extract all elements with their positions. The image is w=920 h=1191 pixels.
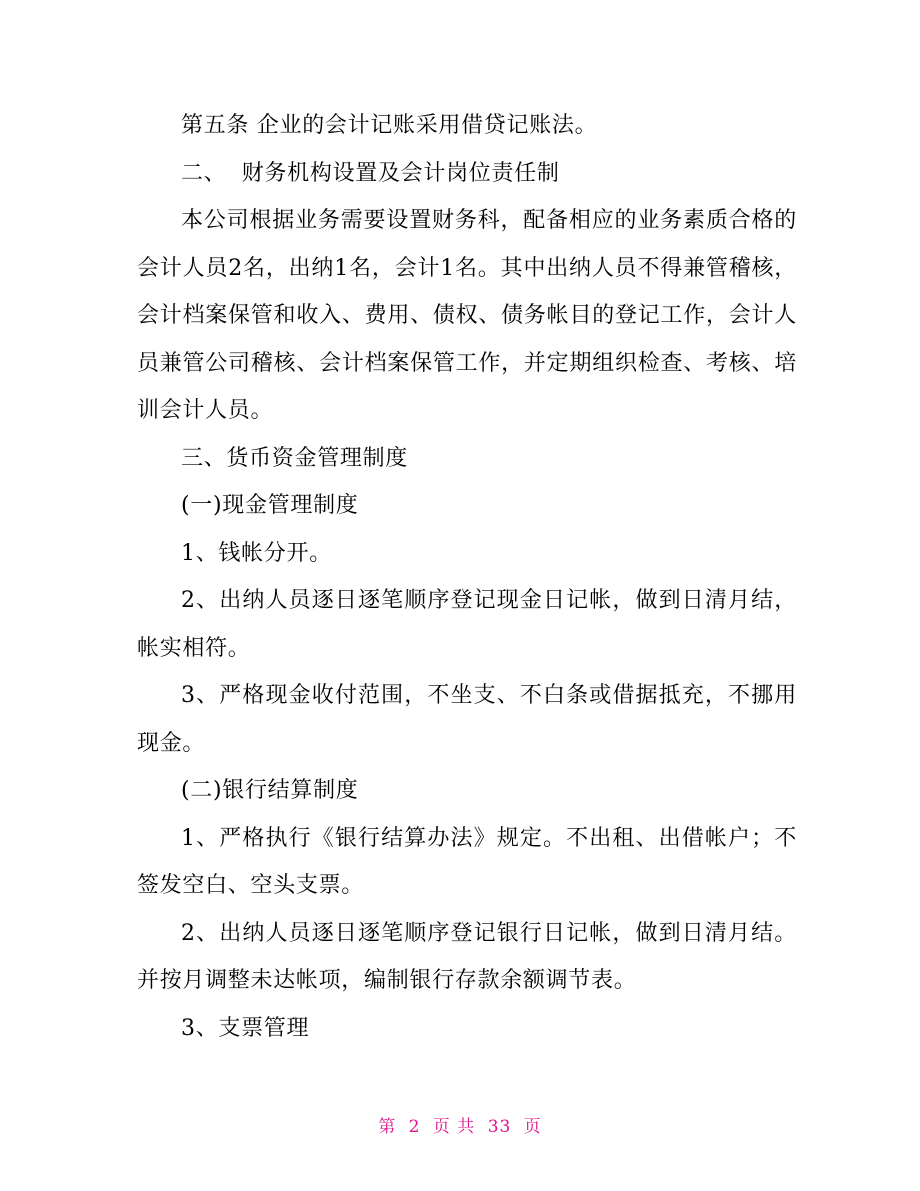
subsection-heading: (一)现金管理制度 xyxy=(181,493,359,518)
list-item: 2、出纳人员逐日逐笔顺序登记银行日记帐，做到日清月结。并按月调整未达帐项，编制银行存款余额调节表。 xyxy=(137,920,797,993)
total-page-count: 33 xyxy=(487,1117,512,1137)
paragraph: 第五条 企业的会计记账采用借贷记账法。 xyxy=(181,113,598,138)
section-heading: 三、货币资金管理制度 xyxy=(181,445,409,471)
paragraph: 本公司根据业务需要设置财务科，配备相应的业务素质合格的会计人员2名，出纳1名，会计1名。其中出纳人员不得兼管稽核，会计档案保管和收入、费用、债权、债务帐目的登记工作，会计人员兼管公司稽核、会计档案保管工作，并定期组织检查、考核、培训会计人员。 xyxy=(137,208,797,423)
section-heading: 二、 财务机构设置及会计岗位责任制 xyxy=(181,160,560,186)
document-body xyxy=(137,102,797,1052)
list-item: 3、支票管理 xyxy=(181,1015,310,1041)
list-item: 3、严格现金收付范围，不坐支、不白条或借据抵充，不挪用现金。 xyxy=(137,683,797,756)
subsection-heading: (二)银行结算制度 xyxy=(181,778,359,803)
footer-prefix: 第 xyxy=(378,1117,397,1137)
page-footer xyxy=(0,1112,920,1137)
list-item: 1、严格执行《银行结算办法》规定。不出租、出借帐户；不签发空白、空头支票。 xyxy=(137,825,797,898)
footer-middle: 页 共 xyxy=(432,1117,476,1137)
list-item: 1、钱帐分开。 xyxy=(181,540,332,566)
footer-suffix: 页 xyxy=(523,1117,542,1137)
list-item: 2、出纳人员逐日逐笔顺序登记现金日记帐，做到日清月结，帐实相符。 xyxy=(137,588,797,661)
current-page-number: 2 xyxy=(408,1117,421,1137)
